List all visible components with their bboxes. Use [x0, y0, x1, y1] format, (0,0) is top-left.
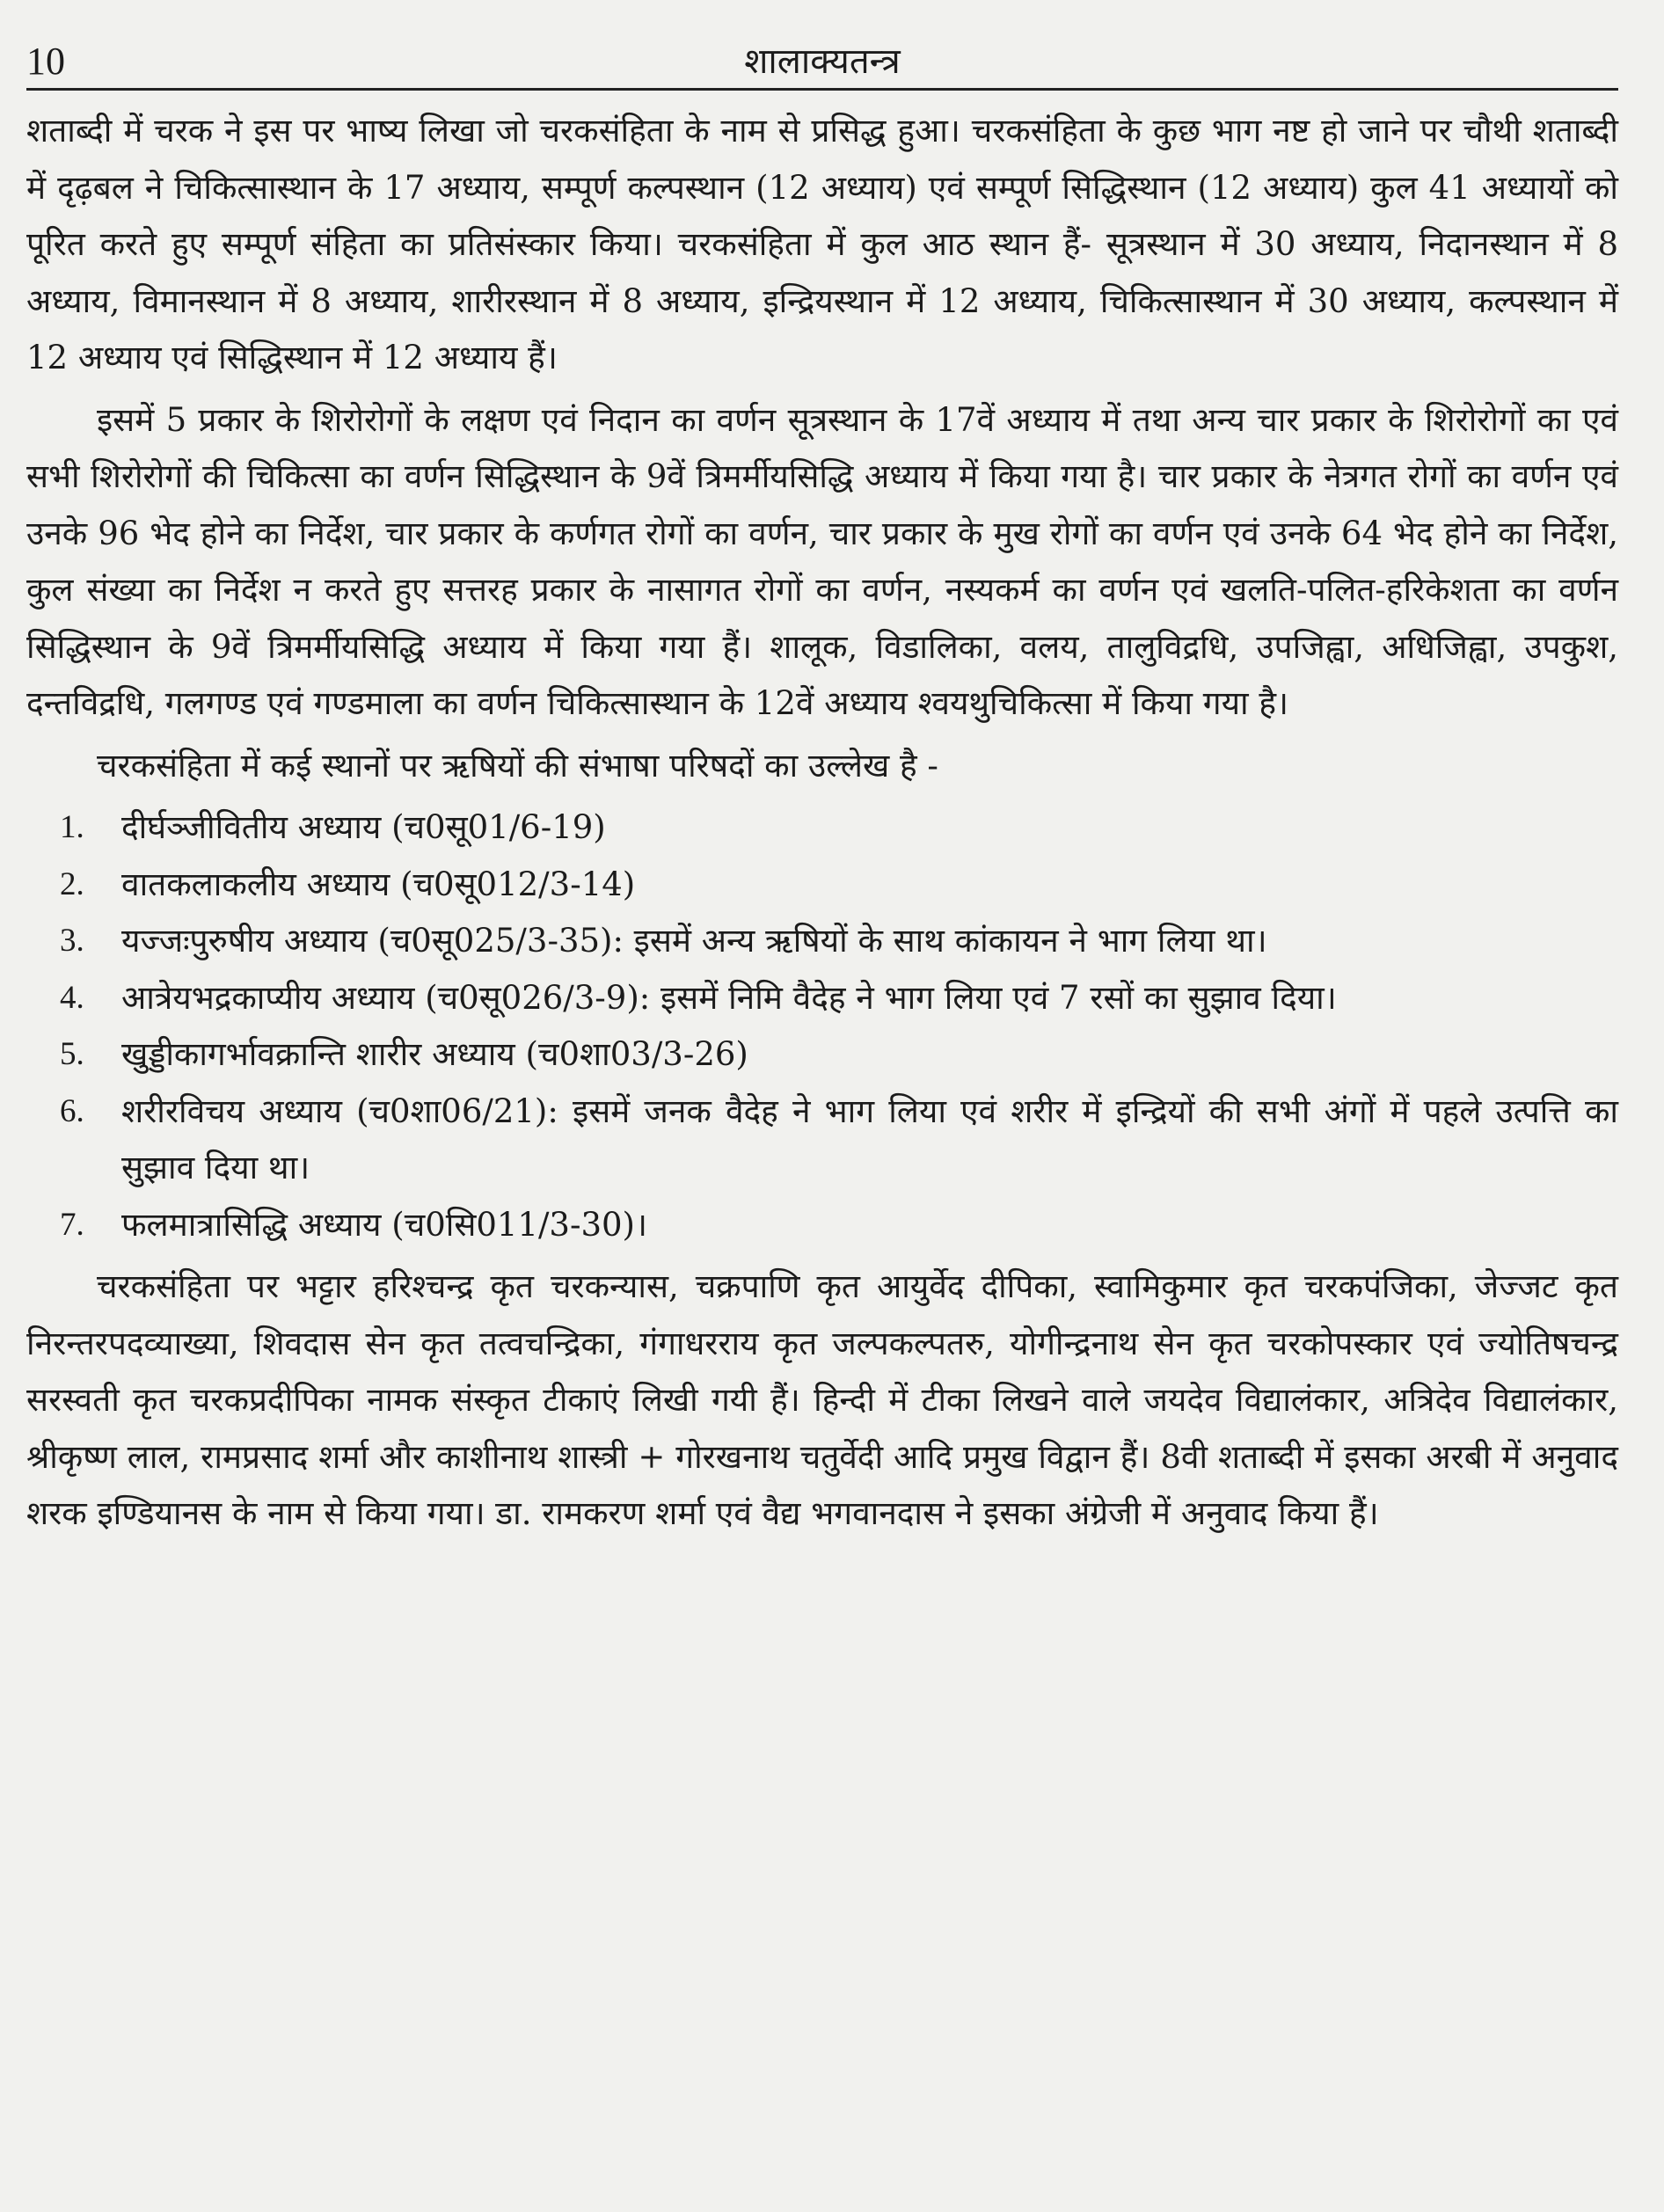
paragraph-commentaries: चरकसंहिता पर भट्टार हरिश्चन्द्र कृत चरकन्यास, चक्रपाणि कृत आयुर्वेद दीपिका, स्वामिकुमार कृत चरकपंजिका, जेज्जट कृत निरन्तरपदव्याख्या, शिवदास सेन कृत तत्वचन्द्रिका, गंगाधरराय कृत जल्पकल्पतरु, योगीन्द्रनाथ सेन कृत चरकोपस्कार एवं ज्योतिषचन्द्र सरस्वती कृत चरकप्रदीपिका नामक संस्कृत टीकाएं लिखी गयी हैं। हिन्दी में टीका लिखने वाले जयदेव विद्यालंकार, अत्रिदेव विद्यालंकार, श्रीकृष्ण लाल, रामप्रसाद शर्मा और काशीनाथ शास्त्री + गोरखनाथ चतुर्वेदी आदि प्रमुख विद्वान हैं। 8वी शताब्दी में इसका अरबी में अनुवाद शरक इण्डियानस के नाम से किया गया। डा. रामकरण शर्मा एवं वैद्य भगवानदास ने इसका अंग्रेजी में अनुवाद किया हैं। — [26, 1267, 1618, 1532]
list-item-text: दीर्घञ्जीवितीय अध्याय (च0सू01/6-19) — [121, 808, 606, 846]
paragraph-sambhasha-intro: चरकसंहिता में कई स्थानों पर ऋषियों की संभाषा परिषदों का उल्लेख है - — [97, 746, 938, 785]
list-item-text: यज्जःपुरुषीय अध्याय (च0सू025/3-35): इसमें अन्य ऋषियों के साथ कांकायन ने भाग लिया था। — [121, 922, 1267, 960]
page-header — [26, 35, 1618, 91]
list-item — [26, 1197, 1618, 1254]
list-item-number: 3. — [60, 923, 84, 959]
list-item — [26, 913, 1618, 970]
list-item-number: 4. — [60, 979, 84, 1016]
list-item-text: खुड्डीकागर्भावक्रान्ति शारीर अध्याय (च0शा03/3-26) — [121, 1035, 748, 1073]
list-item-text: शरीरविचय अध्याय (च0शा06/21): इसमें जनक वैदेह ने भाग लिया एवं शरीर में इन्द्रियों की सभी अंगों में पहले उत्पत्ति का सुझाव दिया था। — [121, 1091, 1618, 1186]
list-item-number: 6. — [60, 1092, 84, 1129]
list-item-number: 1. — [60, 809, 84, 845]
list-item — [26, 1084, 1618, 1197]
list-item — [26, 857, 1618, 914]
sambhasha-list — [26, 799, 1618, 1253]
paragraph-charak-history: शताब्दी में चरक ने इस पर भाष्य लिखा जो चरकसंहिता के नाम से प्रसिद्ध हुआ। चरकसंहिता के कुछ भाग नष्ट हो जाने पर चौथी शताब्दी में दृढ़बल ने चिकित्सास्थान के 17 अध्याय, सम्पूर्ण कल्पस्थान (12 अध्याय) एवं सम्पूर्ण सिद्धिस्थान (12 अध्याय) कुल 41 अध्यायों को पूरित करते हुए सम्पूर्ण संहिता का प्रतिसंस्कार किया। चरकसंहिता में कुल आठ स्थान हैं- सूत्रस्थान में 30 अध्याय, निदानस्थान में 8 अध्याय, विमानस्थान में 8 अध्याय, शारीरस्थान में 8 अध्याय, इन्द्रियस्थान में 12 अध्याय, चिकित्सास्थान में 30 अध्याय, कल्पस्थान में 12 अध्याय एवं सिद्धिस्थान में 12 अध्याय हैं। — [26, 112, 1618, 376]
page-body — [26, 103, 1618, 1543]
list-item-number: 5. — [60, 1036, 84, 1072]
list-item-number: 2. — [60, 865, 84, 902]
list-item — [26, 1026, 1618, 1084]
list-item-number: 7. — [60, 1206, 84, 1243]
page-number: 10 — [26, 40, 65, 83]
list-item — [26, 799, 1618, 857]
list-item-text: आत्रेयभद्रकाप्यीय अध्याय (च0सू026/3-9): इसमें निमि वैदेह ने भाग लिया एवं 7 रसों का सुझाव दिया। — [121, 978, 1337, 1017]
running-title: शालाक्यतन्त्र — [744, 41, 901, 82]
paragraph-shiroroga-description: इसमें 5 प्रकार के शिरोरोगों के लक्षण एवं निदान का वर्णन सूत्रस्थान के 17वें अध्याय में तथा अन्य चार प्रकार के शिरोरोगों का एवं सभी शिरोरोगों की चिकित्सा का वर्णन सिद्धिस्थान के 9वें त्रिमर्मीयसिद्धि अध्याय में किया गया है। चार प्रकार के नेत्रगत रोगों का वर्णन एवं उनके 96 भेद होने का निर्देश, चार प्रकार के कर्णगत रोगों का वर्णन, चार प्रकार के मुख रोगों का वर्णन एवं उनके 64 भेद होने का निर्देश, कुल संख्या का निर्देश न करते हुए सत्तरह प्रकार के नासागत रोगों का वर्णन, नस्यकर्म का वर्णन एवं खलति-पलित-हरिकेशता का वर्णन सिद्धिस्थान के 9वें त्रिमर्मीयसिद्धि अध्याय में किया गया हैं। शालूक, विडालिका, वलय, तालुविद्रधि, उपजिह्वा, अधिजिह्वा, उपकुश, दन्तविद्रधि, गलगण्ड एवं गण्डमाला का वर्णन चिकित्सास्थान के 12वें अध्याय श्वयथुचिकित्सा में किया गया है। — [26, 400, 1618, 722]
list-item-text: वातकलाकलीय अध्याय (च0सू012/3-14) — [121, 865, 636, 903]
list-item-text: फलमात्रासिद्धि अध्याय (च0सि011/3-30)। — [121, 1205, 648, 1244]
list-item — [26, 970, 1618, 1027]
